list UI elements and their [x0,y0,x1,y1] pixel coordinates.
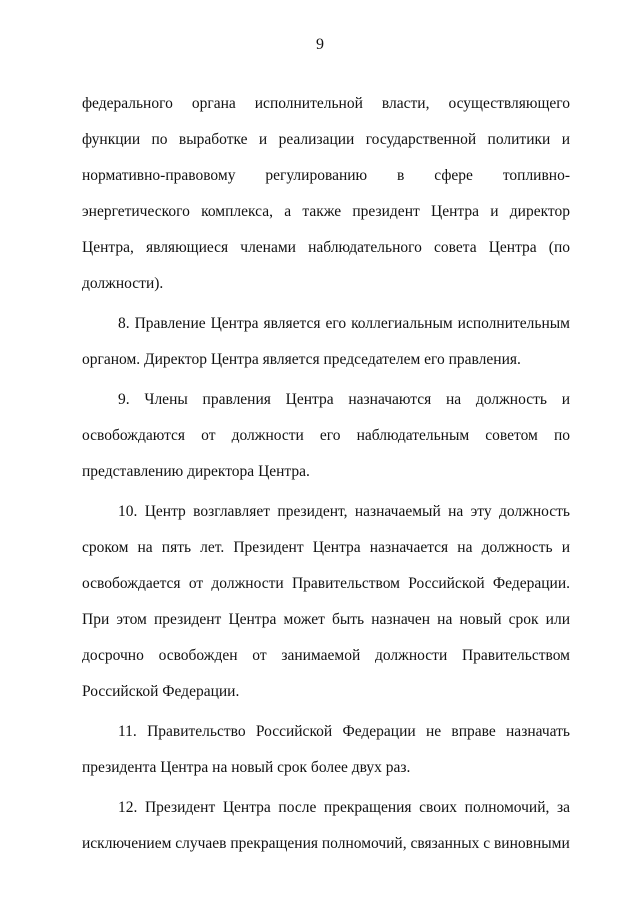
paragraph-12: 12. Президент Центра после прекращения своих полномочий, за исключением случаев прекращения полномочий, связанных с виновными [82,799,570,852]
paragraph-8: 8. Правление Центра является его коллегиальным исполнительным органом. Директор Центра является председателем его правления. [82,315,570,368]
paragraph-11: 11. Правительство Российской Федерации не вправе назначать президента Центра на новый срок более двух раз. [82,723,570,776]
document-body [82,86,570,866]
paragraph-continuation: федерального органа исполнительной власти, осуществляющего функции по выработке и реализации государственной политики и нормативно-правовому регулированию в сфере топливно-энергетического комплекса, а также президент Центра и директор Центра, являющиеся членами наблюдательного совета Центра (по должности). [82,95,570,292]
page-number: 9 [316,36,324,53]
paragraph-10: 10. Центр возглавляет президент, назначаемый на эту должность сроком на пять лет. Президент Центра назначается на должность и освобождается от должности Правительством Российской Федерации. При этом президент Центра может быть назначен на новый срок или досрочно освобожден от занимаемой должности Правительством Российской Федерации. [82,503,570,700]
paragraph-9: 9. Члены правления Центра назначаются на должность и освобождаются от должности его наблюдательным советом по представлению директора Центра. [82,391,570,480]
